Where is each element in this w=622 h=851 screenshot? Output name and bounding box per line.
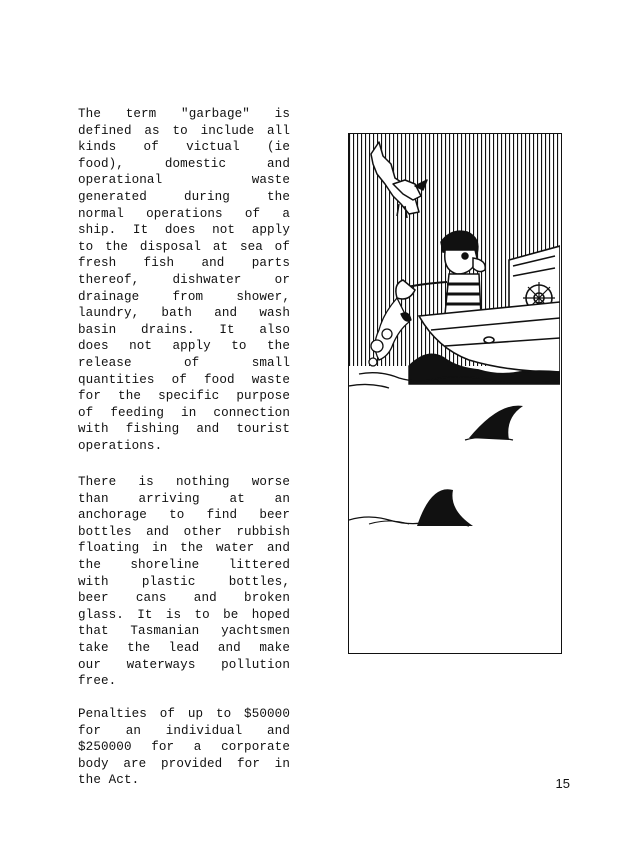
text-line: normal operations of a — [78, 206, 290, 221]
shark-fin-icon — [349, 489, 473, 526]
text-line: drainage from shower, — [78, 289, 290, 304]
text-line: with plastic bottles, — [78, 574, 290, 589]
shark-fin-icon — [465, 406, 523, 440]
text-line: food), domestic and — [78, 156, 290, 171]
text-line: the shoreline littered — [78, 557, 290, 572]
text-line: our waterways pollution — [78, 657, 290, 672]
text-line: release of small — [78, 355, 290, 370]
text-line: for the specific purpose — [78, 389, 290, 404]
paragraph-garbage-definition — [78, 106, 290, 454]
text-line: body are provided for in — [78, 756, 290, 771]
paragraph-penalties — [78, 706, 290, 789]
text-line: anchorage to find beer — [78, 508, 290, 523]
text-line: operations. — [78, 438, 163, 453]
text-line: free. — [78, 674, 117, 689]
text-line: $250000 for a corporate — [78, 740, 290, 755]
page-number: 15 — [555, 776, 570, 791]
text-line: laundry, bath and wash — [78, 306, 290, 321]
text-line: quantities of food waste — [78, 372, 290, 387]
text-line: thereof, dishwater or — [78, 272, 290, 287]
text-line: kinds of victual (ie — [78, 140, 290, 155]
text-line: basin drains. It also — [78, 322, 290, 337]
paragraph-rubbish — [78, 474, 290, 690]
cartoon-illustration — [348, 133, 562, 654]
text-line: beer cans and broken — [78, 591, 290, 606]
text-line: floating in the water and — [78, 541, 290, 556]
text-line: take the lead and make — [78, 640, 290, 655]
text-line: the Act. — [78, 773, 140, 788]
text-line: Penalties of up to $50000 — [78, 707, 290, 721]
text-line: bottles and other rubbish — [78, 524, 290, 539]
text-line: There is nothing worse — [78, 475, 290, 489]
text-line: glass. It is to be hoped — [78, 607, 290, 622]
text-line: generated during the — [78, 189, 290, 204]
text-line: with fishing and tourist — [78, 422, 290, 437]
text-line: operational waste — [78, 173, 290, 188]
text-line: of feeding in connection — [78, 405, 290, 420]
text-line: to the disposal at sea of — [78, 239, 290, 254]
text-line: than arriving at an — [78, 491, 290, 506]
text-line: defined as to include all — [78, 123, 290, 138]
text-line: that Tasmanian yachtsmen — [78, 624, 290, 639]
text-line: ship. It does not apply — [78, 223, 290, 238]
text-line: The term "garbage" is — [78, 107, 290, 121]
text-line: fresh fish and parts — [78, 256, 290, 271]
text-line: does not apply to the — [78, 339, 290, 354]
text-line: for an individual and — [78, 723, 290, 738]
